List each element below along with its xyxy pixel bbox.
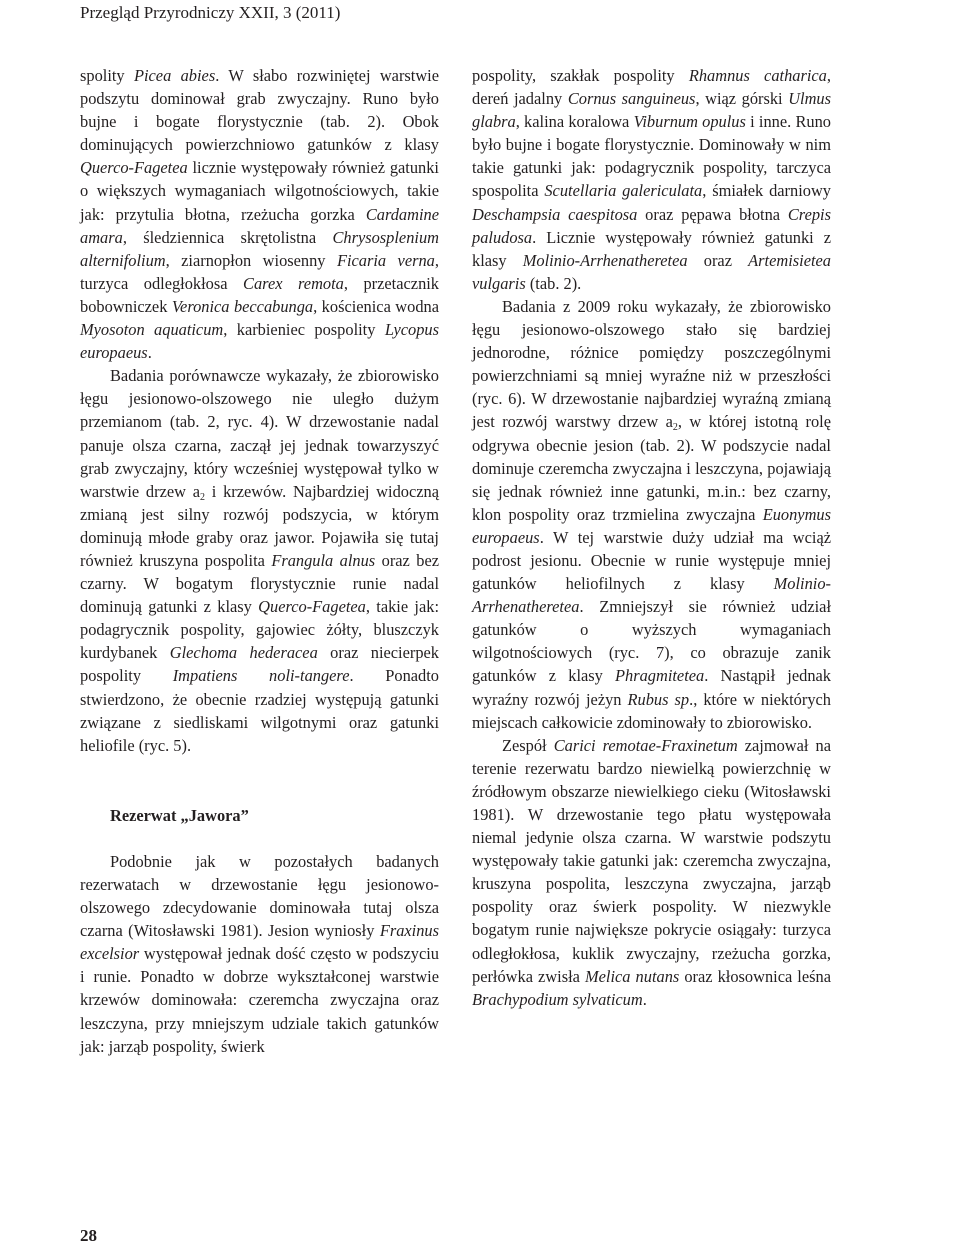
paragraph	[472, 64, 831, 295]
text-run: , w której istotną rolę odgrywa obecnie jesion (tab. 2). W podszycie nadal dominuje czeremcha zwyczajna i leszczyna, pojawiają się jednak również inne gatunki, m.in.: bez czarny, klon pospolity oraz trzmielina zwyczajna	[472, 412, 831, 524]
species-name: Deschampsia caespitosa	[472, 204, 638, 224]
text-run: Badania z 2009 roku wykazały, że zbiorowisko łęgu jesionowo-olszowego stało się bardziej jednorodne, różnice pomiędzy poszczególnymi powierzchniami są mniej wyraźne niż w przeszłości (ryc. 6). W drzewostanie najbardziej wyraźną zmianą jest rozwój warstwy drzew a	[472, 296, 831, 432]
species-name: Frangula alnus	[271, 550, 376, 570]
subscript: 2	[200, 491, 206, 503]
section-heading: Rezerwat „Jawora”	[110, 805, 249, 825]
text-run: Zespół	[502, 735, 554, 755]
text-run: , śmiałek darniowy	[702, 181, 831, 201]
page-number: 28	[80, 1226, 97, 1245]
text-run: , kalina koralowa	[515, 112, 634, 132]
text-run: i inne. Runo było bujne i bogate florystycznie. Dominowały w nim takie gatunki jak: podagrycznik pospolity, tarczyca spospolita	[472, 112, 831, 201]
paragraph	[80, 364, 439, 757]
species-name: Carici remotae-Fraxinetum	[553, 735, 738, 755]
text-run: spolity	[80, 66, 134, 85]
text-run: .	[642, 989, 647, 1009]
species-name: Molinio-Arrhenatheretea	[472, 574, 831, 617]
text-run: występował jednak dość często w podszyciu i runie. Ponadto w dobrze wykształconej warstwie krzewów dominowała: czeremcha zwyczajna oraz leszczyna, przy mniejszym udziale takich gatunków jak: jarząb pospolity, świerk	[80, 944, 439, 1056]
text-run: oraz bez czarny. W bogatym florystycznie runie nadal dominują gatunki z klasy	[80, 550, 439, 617]
species-name: Cardamine amara	[80, 204, 439, 247]
text-run: , karbieniec pospolity	[223, 320, 385, 340]
text-run: , turzyca odległokłosa	[80, 250, 439, 293]
right-column	[472, 64, 831, 1011]
text-run: Badania porównawcze wykazały, że zbiorowisko łęgu jesionowo-olszowego nie uległo dużym przemianom (tab. 2, ryc. 4). W drzewostanie nadal panuje olsza czarna, zaczął jej jednak towarzyszyć grab zwyczajny, który wcześniej występował tylko w warstwie drzew a	[80, 366, 439, 501]
text-run: ., które w niektórych miejscach całkowicie zdominowały to zbiorowisko.	[472, 689, 831, 732]
text-run: , wiąz górski	[695, 89, 789, 109]
species-name: Rhamnus catharica	[688, 66, 827, 85]
text-run: oraz kłosownica leśna	[679, 966, 831, 986]
species-name: Chrysosplenium alternifolium	[80, 227, 439, 270]
species-name: Phragmitetea	[615, 666, 705, 686]
text-run: oraz pępawa błotna	[637, 204, 788, 224]
text-run: , przetacznik bobowniczek	[80, 273, 440, 316]
text-run: pospolity, szakłak pospolity	[472, 66, 689, 85]
text-run: oraz	[687, 250, 749, 270]
species-name: Carex remota	[243, 273, 344, 293]
text-run: . Zmniejszył sie również udział gatunków o wyższych wymaganiach wilgotnościowych (ryc. 7), co obrazuje zanik gatunków z klasy	[472, 597, 831, 686]
text-run: oraz niecierpek pospolity	[80, 643, 439, 686]
species-name: Artemisietea vulgaris	[472, 250, 831, 293]
left-column	[80, 64, 439, 1058]
text-run: , takie jak: podagrycznik pospolity, gajowiec żółty, bluszczyk kurdybanek	[80, 597, 439, 663]
species-name: Ficaria verna	[336, 250, 435, 270]
text-run: licznie występowały również gatunki o większych wymaganiach wilgotnościowych, takie jak: przytulia błotna, rzeżucha gorzka	[80, 158, 439, 224]
text-run: . Nastąpił jednak wyraźny rozwój jeżyn	[472, 666, 831, 709]
text-run: . Licznie występowały również gatunki z klasy	[472, 227, 831, 270]
text-run: , śledziennica skrętolistna	[122, 227, 333, 247]
species-name: Lycopus europaeus	[80, 320, 439, 363]
species-name: Crepis paludosa	[472, 204, 831, 247]
species-name: Melica nutans	[584, 966, 680, 986]
running-title: Przegląd Przyrodniczy XXII, 3 (2011)	[80, 3, 341, 22]
paragraph	[472, 295, 831, 734]
species-name: Impatiens noli-tangere	[172, 666, 350, 686]
paragraph	[80, 64, 439, 364]
text-run: , kościenica wodna	[313, 296, 439, 316]
text-run: i krzewów. Najbardziej widoczną zmianą jest silny rozwój podszycia, w którym dominują młode graby oraz jawor. Pojawiła się tutaj również kruszyna pospolita	[80, 481, 439, 570]
text-run: . W słabo rozwiniętej warstwie podszytu dominował grab zwyczajny. Runo było bujne i bogate florystycznie (tab. 2). Obok dominujących powierzchniowo gatunków z klasy	[80, 66, 440, 155]
species-name: Glechoma hederacea	[169, 643, 318, 663]
text-run: Podobnie jak w pozostałych badanych rezerwatach w drzewostanie łęgu jesionowo-olszowego zdecydowanie dominowała tutaj olsza czarna (Witosławski 1981). Jesion wyniosły	[80, 851, 439, 941]
text-run: . Ponadto stwierdzono, że obecnie rzadziej występują gatunki związane z siedliskami wilgotnymi oraz gatunki heliofile (ryc. 5).	[80, 666, 440, 755]
text-run: . W tej warstwie duży udział ma wciąż podrost jesionu. Obecnie w runie występuje mniej gatunków heliofilnych z klasy	[472, 527, 831, 594]
species-name: Cornus sanguineus	[567, 89, 696, 109]
text-run: zajmował na terenie rezerwatu bardzo niewielką powierzchnię w źródłowym obszarze niewielkiego cieku (Witosławski 1981). W drzewostanie tego płatu występowała niemal jedynie olsza czarna. W warstwie podszytu występowały takie gatunki jak: czeremcha zwyczajna, kruszyna pospolita, leszczyna zwyczajna, jarząb pospolity oraz świerk pospolity. W niezwykle bogatym runie największe pokrycie osiągały: turzyca odległokłosa, kuklik zwyczajny, rzeżucha gorzka, perłówka zwisła	[472, 735, 831, 986]
text-run: .	[147, 343, 152, 363]
species-name: Querco-Fagetea	[258, 597, 366, 617]
species-name: Querco-Fagetea	[80, 158, 188, 178]
paragraph	[472, 734, 831, 1011]
paragraph	[80, 850, 439, 1058]
text-run: , ziarnopłon wiosenny	[165, 250, 337, 270]
text-run: , dereń jadalny	[472, 66, 831, 109]
species-name: Scutellaria galericulata	[544, 181, 703, 201]
species-name: Rubus sp	[627, 689, 690, 709]
text-run: (tab. 2).	[525, 273, 582, 293]
species-name: Fraxinus excelsior	[80, 921, 439, 964]
species-name: Euonymus europaeus	[472, 504, 831, 547]
species-name: Veronica beccabunga	[171, 296, 314, 316]
species-name: Picea abies	[133, 66, 216, 85]
species-name: Myosoton aquaticum	[80, 320, 224, 340]
species-name: Brachypodium sylvaticum	[472, 989, 643, 1009]
species-name: Ulmus glabra	[472, 89, 832, 132]
subscript: 2	[672, 422, 678, 434]
species-name: Molinio-Arrhenatheretea	[522, 250, 688, 270]
species-name: Viburnum opulus	[633, 112, 746, 132]
